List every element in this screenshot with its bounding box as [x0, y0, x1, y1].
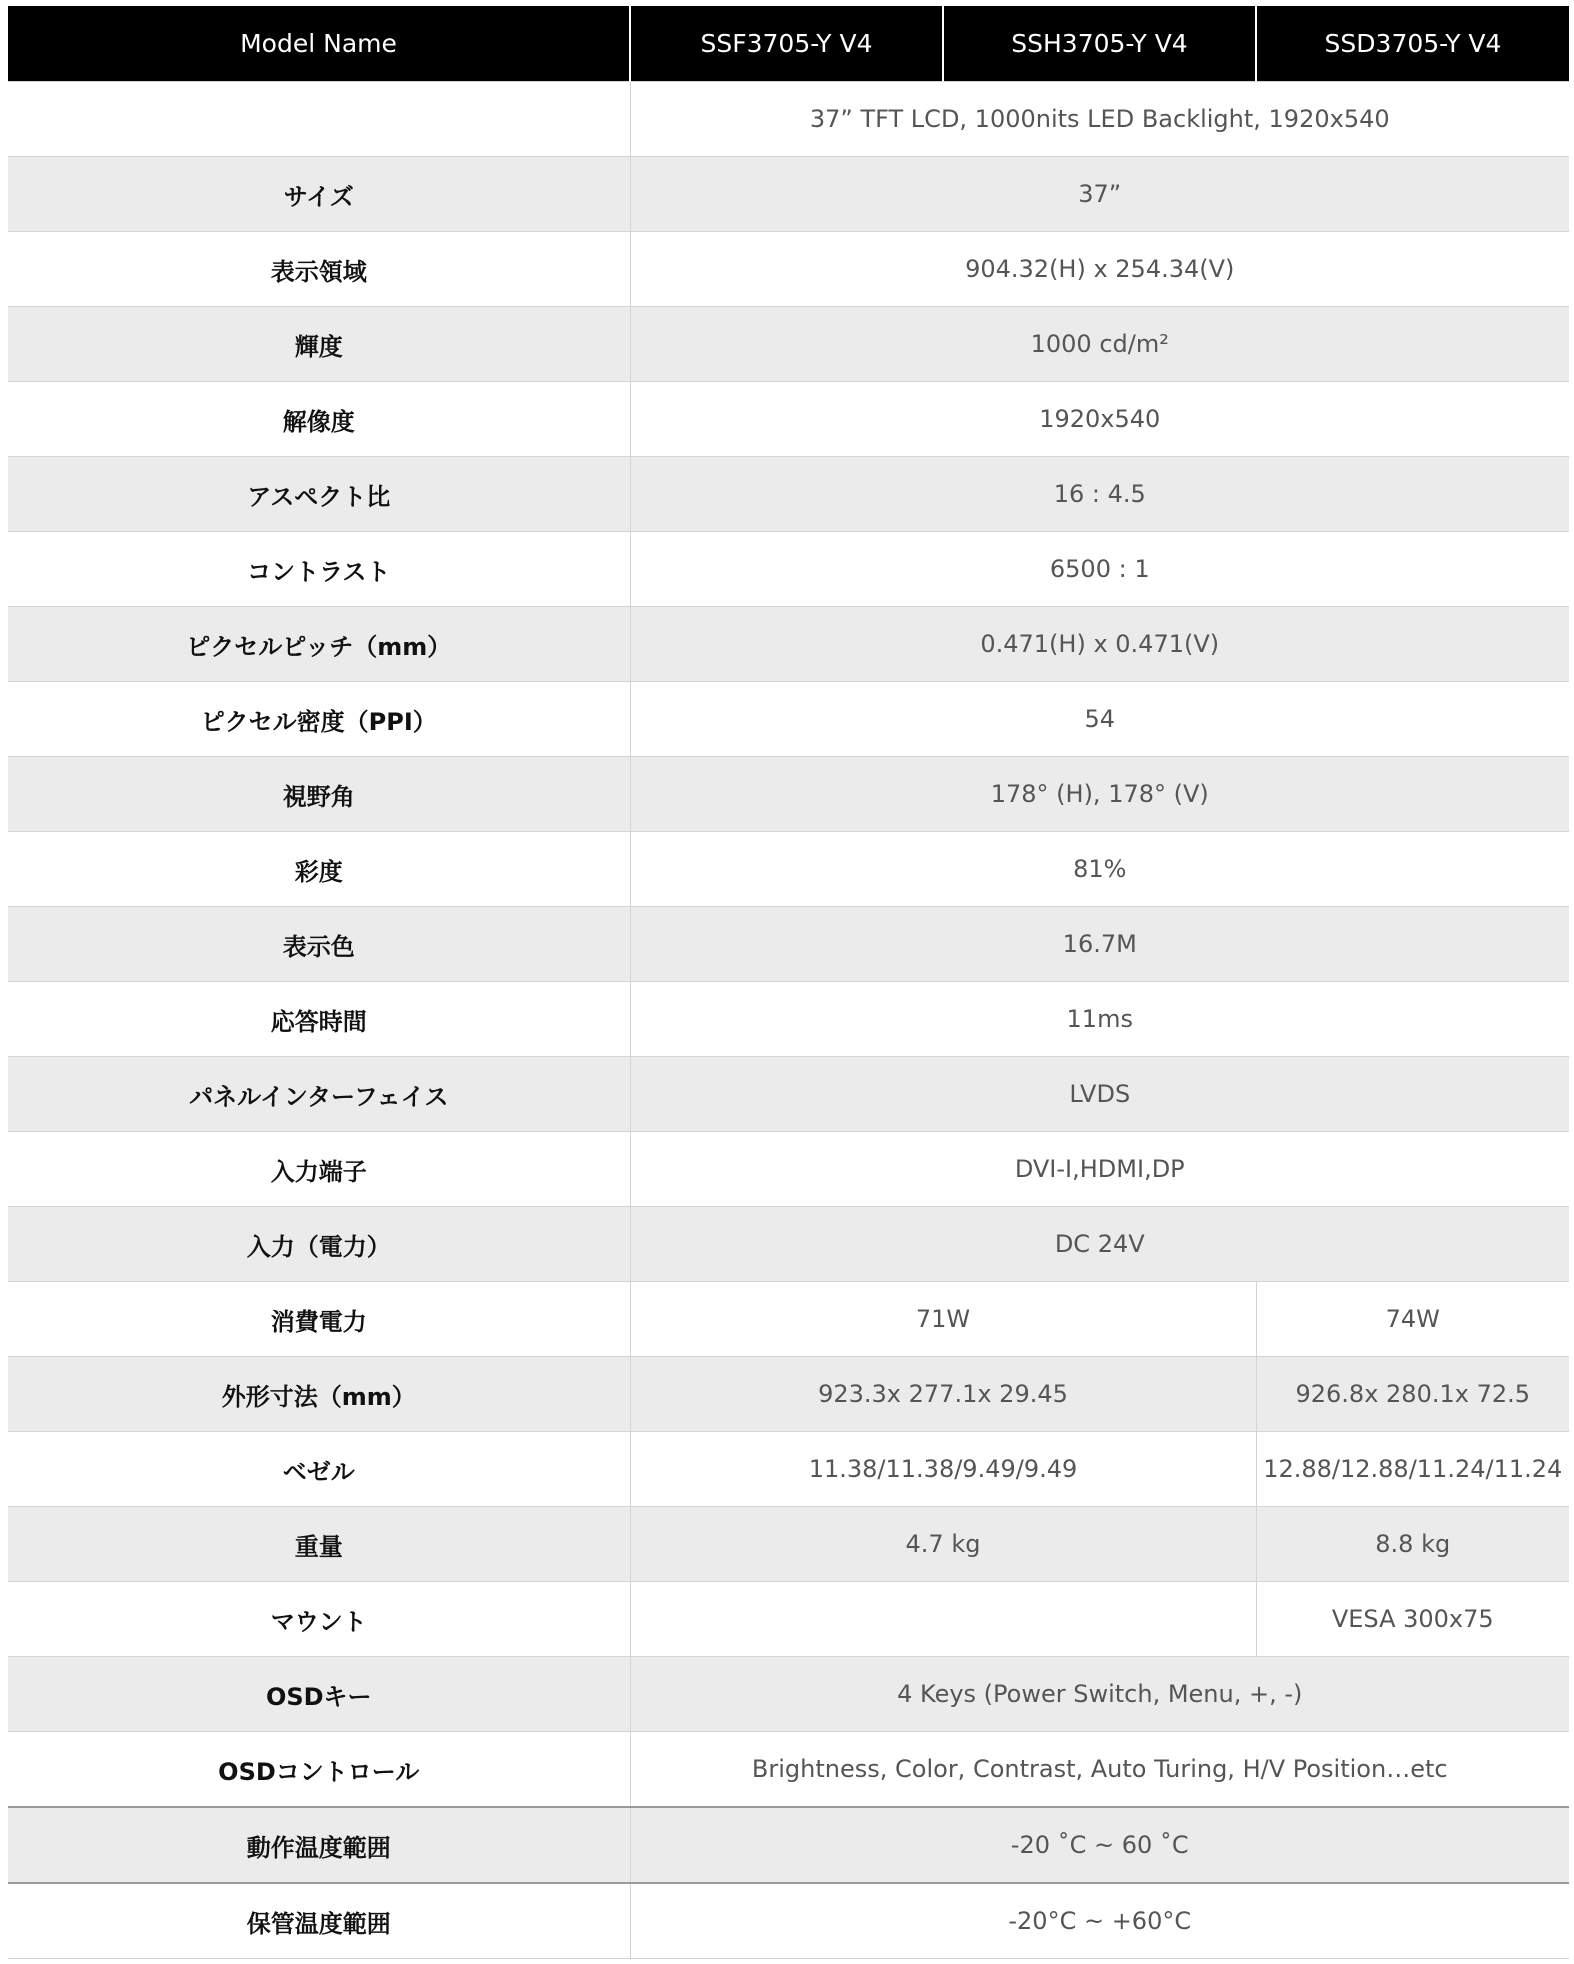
row-value: 0.471(H) x 0.471(V) [630, 607, 1569, 682]
table-row [8, 457, 1569, 532]
row-value: 37” TFT LCD, 1000nits LED Backlight, 1920x540 [630, 82, 1569, 157]
row-label: パネルインターフェイス [8, 1057, 630, 1132]
table-row [8, 382, 1569, 457]
row-label: アスペクト比 [8, 457, 630, 532]
table-row [8, 1432, 1569, 1507]
row-label: 表示領域 [8, 232, 630, 307]
row-label: 消費電力 [8, 1282, 630, 1357]
row-label: 彩度 [8, 832, 630, 907]
header-model-ssf: SSF3705-Y V4 [630, 6, 943, 82]
row-label: 入力（電力） [8, 1207, 630, 1282]
row-value-ssf-ssh: 923.3x 277.1x 29.45 [630, 1357, 1256, 1432]
table-row [8, 982, 1569, 1057]
header-model-ssd: SSD3705-Y V4 [1256, 6, 1569, 82]
row-value: 6500 : 1 [630, 532, 1569, 607]
table-row [8, 1132, 1569, 1207]
table-header-row [8, 6, 1569, 82]
row-value-ssf-ssh: 11.38/11.38/9.49/9.49 [630, 1432, 1256, 1507]
row-label [8, 82, 630, 157]
row-label: 入力端子 [8, 1132, 630, 1207]
table-row [8, 232, 1569, 307]
spec-table [8, 6, 1569, 1959]
table-row [8, 1282, 1569, 1357]
row-value-ssd: 926.8x 280.1x 72.5 [1256, 1357, 1569, 1432]
row-label: 外形寸法（mm） [8, 1357, 630, 1432]
row-label: マウント [8, 1582, 630, 1657]
row-value: 4 Keys (Power Switch, Menu, +, -) [630, 1657, 1569, 1732]
table-row [8, 757, 1569, 832]
row-label: 保管温度範囲 [8, 1883, 630, 1959]
table-row [8, 1207, 1569, 1282]
row-value: 16.7M [630, 907, 1569, 982]
row-value: 11ms [630, 982, 1569, 1057]
table-row [8, 907, 1569, 982]
row-label: 輝度 [8, 307, 630, 382]
row-value: 16 : 4.5 [630, 457, 1569, 532]
row-value-ssd: 8.8 kg [1256, 1507, 1569, 1582]
row-value-ssf-ssh [630, 1582, 1256, 1657]
table-row [8, 532, 1569, 607]
row-value-ssd: 12.88/12.88/11.24/11.24 [1256, 1432, 1569, 1507]
table-row [8, 682, 1569, 757]
row-label: コントラスト [8, 532, 630, 607]
row-label: 重量 [8, 1507, 630, 1582]
row-value: -20 ˚C ~ 60 ˚C [630, 1807, 1569, 1883]
table-row [8, 307, 1569, 382]
table-row [8, 1357, 1569, 1432]
row-value-ssd: 74W [1256, 1282, 1569, 1357]
row-label: 視野角 [8, 757, 630, 832]
table-row [8, 1883, 1569, 1959]
row-value: 904.32(H) x 254.34(V) [630, 232, 1569, 307]
table-row [8, 157, 1569, 232]
table-row [8, 1657, 1569, 1732]
table-row [8, 832, 1569, 907]
row-value: DVI-I,HDMI,DP [630, 1132, 1569, 1207]
row-label: ベゼル [8, 1432, 630, 1507]
row-value: 54 [630, 682, 1569, 757]
row-label: 表示色 [8, 907, 630, 982]
table-row [8, 1582, 1569, 1657]
row-label: ピクセル密度（PPI） [8, 682, 630, 757]
row-value-ssd: VESA 300x75 [1256, 1582, 1569, 1657]
row-value: 178° (H), 178° (V) [630, 757, 1569, 832]
header-model-name: Model Name [8, 6, 630, 82]
row-label: ピクセルピッチ（mm） [8, 607, 630, 682]
row-value: -20°C ~ +60°C [630, 1883, 1569, 1959]
table-row [8, 1732, 1569, 1808]
row-value: 1000 cd/m² [630, 307, 1569, 382]
row-label: 動作温度範囲 [8, 1807, 630, 1883]
row-label: OSDコントロール [8, 1732, 630, 1808]
row-value-ssf-ssh: 71W [630, 1282, 1256, 1357]
row-value-ssf-ssh: 4.7 kg [630, 1507, 1256, 1582]
row-value: 1920x540 [630, 382, 1569, 457]
row-value: 37” [630, 157, 1569, 232]
row-label: OSDキー [8, 1657, 630, 1732]
spec-table-container [8, 6, 1569, 1959]
row-label: サイズ [8, 157, 630, 232]
table-row [8, 82, 1569, 157]
row-value: 81% [630, 832, 1569, 907]
row-label: 応答時間 [8, 982, 630, 1057]
table-row [8, 1807, 1569, 1883]
header-model-ssh: SSH3705-Y V4 [943, 6, 1256, 82]
row-value: LVDS [630, 1057, 1569, 1132]
table-row [8, 1057, 1569, 1132]
row-value: Brightness, Color, Contrast, Auto Turing, H/V Position…etc [630, 1732, 1569, 1808]
row-value: DC 24V [630, 1207, 1569, 1282]
table-row [8, 1507, 1569, 1582]
table-row [8, 607, 1569, 682]
row-label: 解像度 [8, 382, 630, 457]
